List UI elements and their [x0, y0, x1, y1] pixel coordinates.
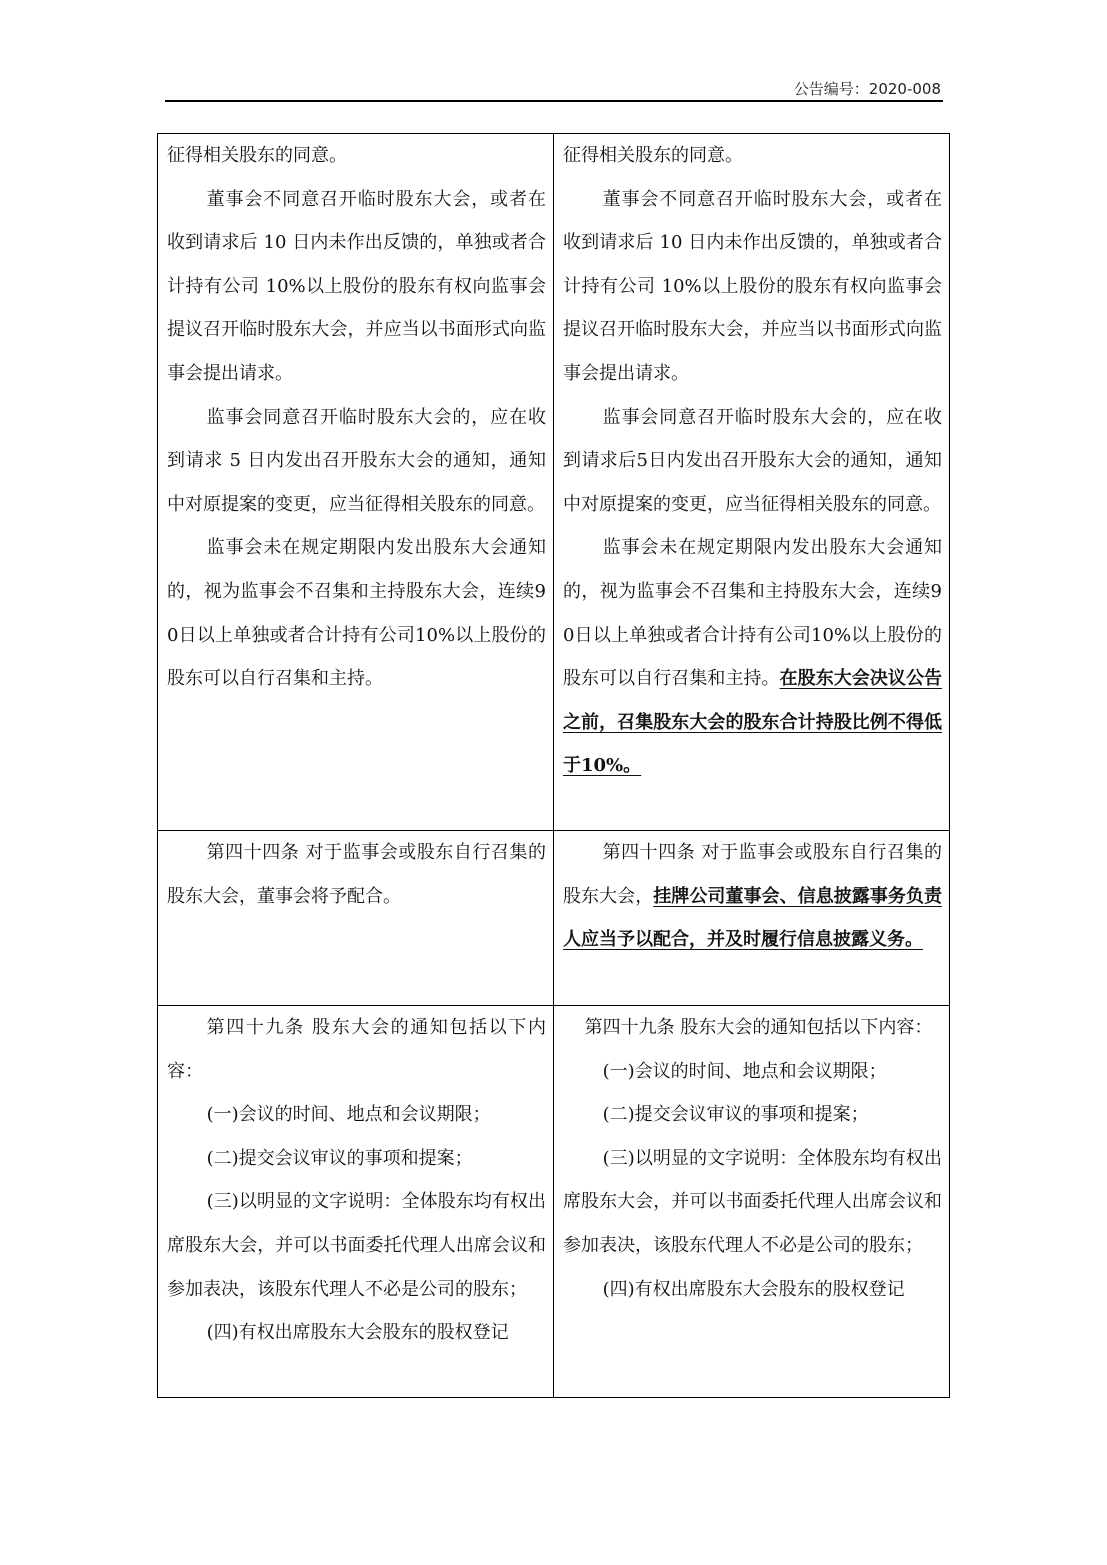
paragraph	[563, 1137, 942, 1268]
paragraph-text: 征得相关股东的同意。	[167, 145, 347, 166]
paragraph-text: 第四十九条 股东大会的通知包括以下内容：	[584, 1017, 933, 1038]
paragraph	[563, 178, 942, 396]
paragraph	[563, 1093, 942, 1137]
paragraph-text: (四)有权出席股东大会股东的股权登记	[602, 1278, 905, 1300]
paragraph	[563, 134, 942, 178]
paragraph	[167, 1006, 546, 1093]
paragraph-text: 监事会同意召开临时股东大会的，应在收到请求 5 日内发出召开股东大会的通知，通知中对原提案的变更，应当征得相关股东的同意。	[167, 406, 546, 515]
amended-text: 在股东大会决议公告之前，召集股东大会的股东合计持股比例不得低于10%。	[563, 668, 943, 777]
paragraph-text: 第四十九条 股东大会的通知包括以下内容：	[167, 1017, 546, 1082]
paragraph	[167, 1137, 546, 1181]
paragraph-text: (一)会议的时间、地点和会议期限；	[602, 1060, 887, 1082]
paragraph-text: 监事会同意召开临时股东大会的，应在收到请求后5日内发出召开股东大会的通知，通知中对原提案的变更，应当征得相关股东的同意。	[563, 406, 942, 515]
original-text-cell	[158, 831, 554, 1006]
paragraph-text: (三)以明显的文字说明：全体股东均有权出席股东大会，并可以书面委托代理人出席会议和参加表决，该股东代理人不必是公司的股东；	[563, 1147, 942, 1256]
paragraph	[167, 1093, 546, 1137]
paragraph-text: 监事会未在规定期限内发出股东大会通知的，视为监事会不召集和主持股东大会，连续90日以上单独或者合计持有公司10%以上股份的股东可以自行召集和主持。	[167, 537, 546, 690]
original-text-cell	[158, 1006, 554, 1398]
paragraph	[167, 1311, 546, 1355]
paragraph-text: 第四十四条 对于监事会或股东自行召集的股东大会，董事会将予配合。	[167, 842, 546, 907]
paragraph	[563, 396, 942, 527]
table-row	[158, 134, 950, 831]
original-text-cell	[158, 134, 554, 831]
paragraph-text: (三)以明显的文字说明：全体股东均有权出席股东大会，并可以书面委托代理人出席会议和参加表决，该股东代理人不必是公司的股东；	[167, 1191, 546, 1300]
paragraph-text: (二)提交会议审议的事项和提案；	[602, 1104, 869, 1126]
paragraph	[167, 831, 546, 918]
paragraph-text: 董事会不同意召开临时股东大会，或者在收到请求后 10 日内未作出反馈的，单独或者合计持有公司 10%以上股份的股东有权向监事会提议召开临时股东大会，并应当以书面形式向监事会提出请求。	[167, 188, 546, 384]
revised-text-cell	[554, 831, 950, 1006]
paragraph	[167, 526, 546, 700]
amended-text: 挂牌公司董事会、信息披露事务负责人应当予以配合，并及时履行信息披露义务。	[563, 885, 942, 951]
revised-text-cell	[554, 134, 950, 831]
paragraph	[167, 134, 546, 178]
announcement-number: 公告编号：2020-008	[793, 80, 941, 98]
comparison-table-body	[158, 134, 950, 1398]
paragraph	[167, 396, 546, 527]
comparison-table	[157, 133, 950, 1398]
table-row	[158, 831, 950, 1006]
table-row	[158, 1006, 950, 1398]
paragraph-text: (二)提交会议审议的事项和提案；	[206, 1147, 473, 1169]
revised-text-cell	[554, 1006, 950, 1398]
paragraph-text: 征得相关股东的同意。	[563, 145, 743, 166]
paragraph	[563, 1006, 942, 1050]
paragraph-text: 监事会未在规定期限内发出股东大会通知的，视为监事会不召集和主持股东大会，连续90日以上单独或者合计持有公司10%以上股份的股东可以自行召集和主持。	[563, 537, 942, 690]
paragraph-text: 第四十四条 对于监事会或股东自行召集的股东大会，	[563, 842, 942, 907]
header-rule	[165, 100, 943, 102]
paragraph-text: 董事会不同意召开临时股东大会，或者在收到请求后 10 日内未作出反馈的，单独或者合计持有公司 10%以上股份的股东有权向监事会提议召开临时股东大会，并应当以书面形式向监事会提出请求。	[563, 188, 942, 384]
paragraph	[167, 1180, 546, 1311]
paragraph	[167, 178, 546, 396]
paragraph	[563, 831, 942, 962]
paragraph-text: (一)会议的时间、地点和会议期限；	[206, 1104, 491, 1126]
paragraph	[563, 1050, 942, 1094]
paragraph	[563, 526, 942, 788]
paragraph-text: (四)有权出席股东大会股东的股权登记	[206, 1322, 509, 1344]
paragraph	[563, 1268, 942, 1312]
